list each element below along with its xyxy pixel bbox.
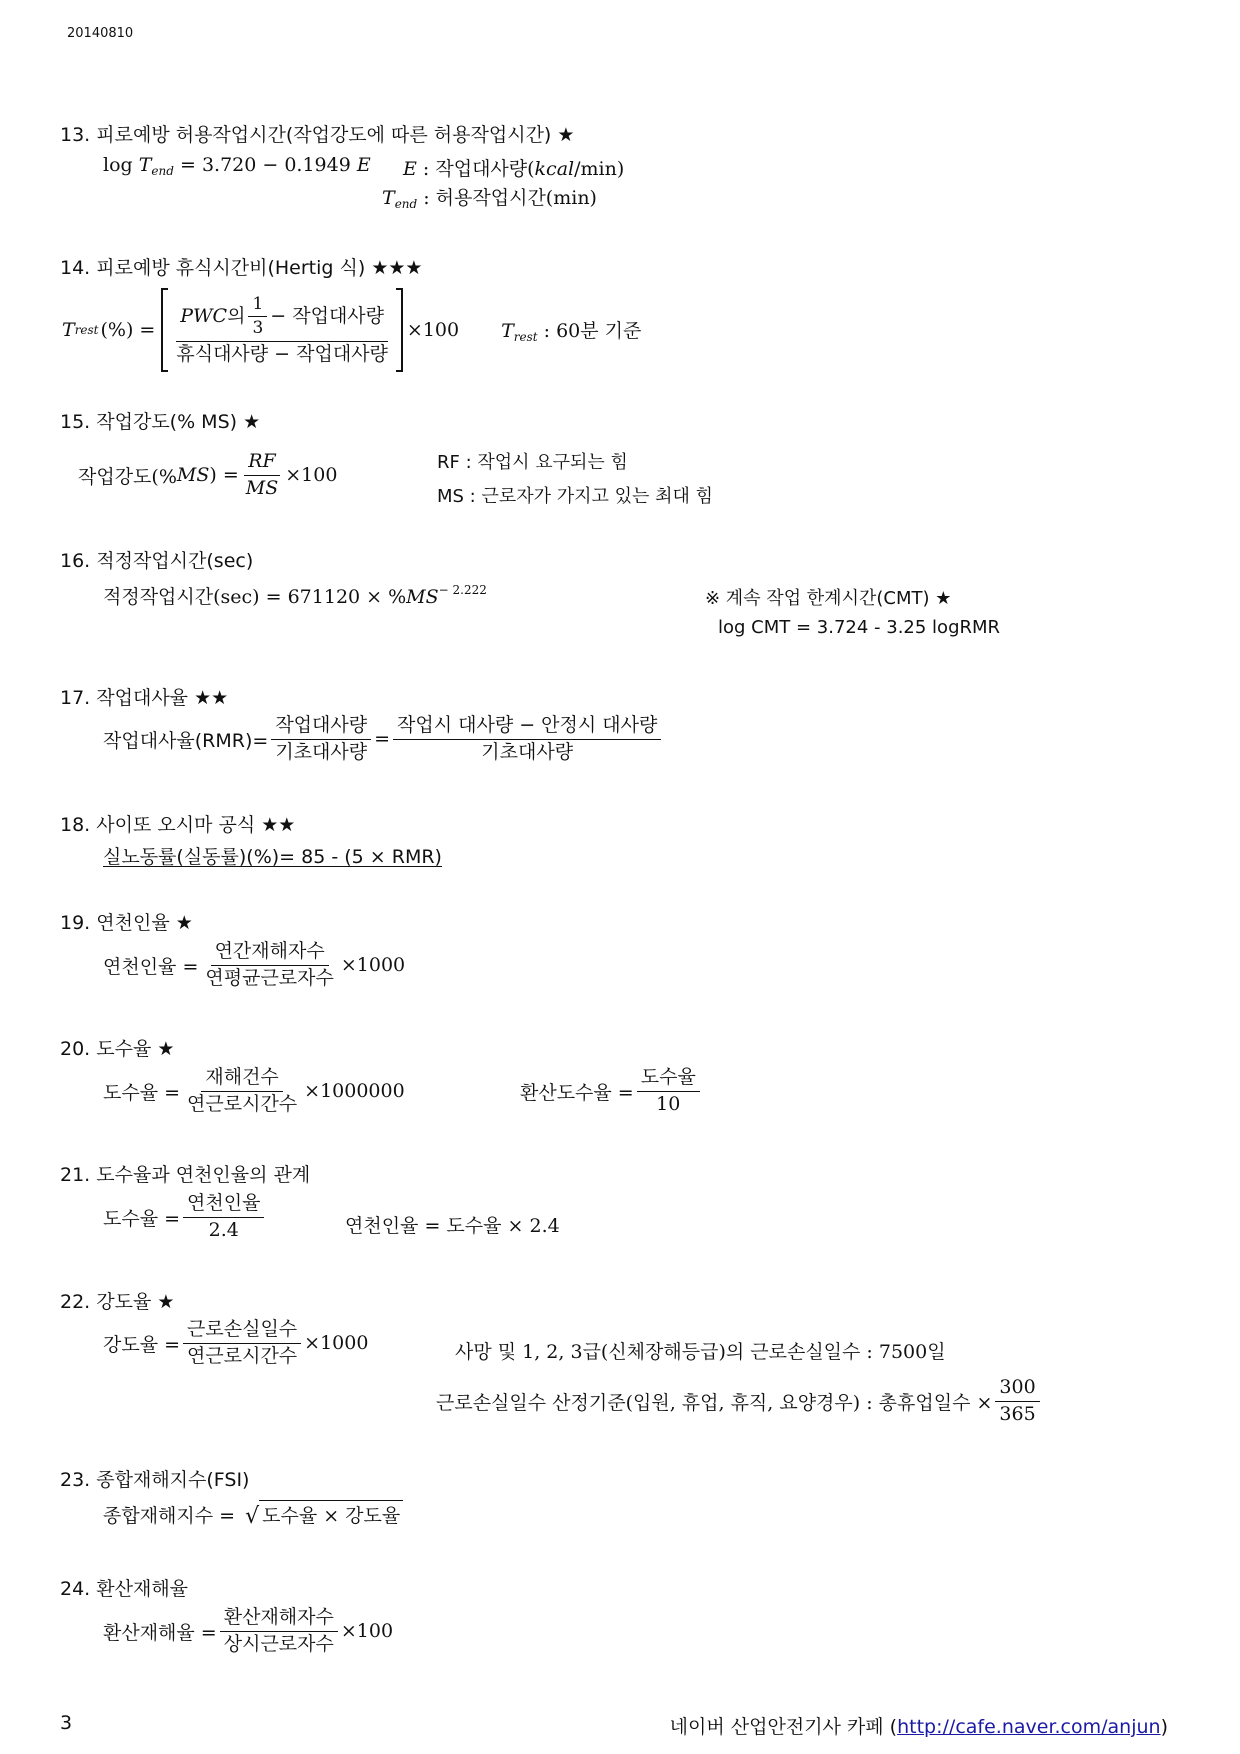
cmt-formula: log CMT = 3.724 - 3.25 logRMR <box>718 617 1001 638</box>
var-t-rest: T <box>62 319 75 342</box>
fraction <box>201 940 337 991</box>
section-22-note1: 사망 및 1, 2, 3급(신체장해등급)의 근로손실일수 : 7500일 <box>455 1341 946 1363</box>
section-19-formula <box>103 940 405 991</box>
section-18-title: 18. 사이또 오시마 공식 ★★ <box>60 814 296 836</box>
section-24-title: 24. 환산재해율 <box>60 1578 189 1600</box>
den: 2.4 <box>208 1218 239 1241</box>
section-15-formula <box>78 450 337 501</box>
formula-rhs: = 3.720 − 0.1949 <box>179 154 351 176</box>
rf-num: RF <box>244 450 280 476</box>
page-number: 3 <box>60 1712 73 1734</box>
def-text-tend: : 허용작업시간(min) <box>417 187 597 209</box>
log-label: log <box>103 154 133 176</box>
section-21-formula <box>103 1192 267 1243</box>
num: 환산재해자수 <box>220 1606 338 1632</box>
section-15-note-rf: RF : 작업시 요구되는 힘 <box>437 452 628 473</box>
section-13-def-tend <box>382 183 597 211</box>
var-t: T <box>138 154 152 176</box>
section-13-formula <box>103 154 371 178</box>
footer-credit <box>670 1712 1168 1739</box>
section-20-converted <box>520 1066 703 1117</box>
mult: ×100 <box>340 1620 394 1643</box>
num: 근로손실일수 <box>183 1318 301 1344</box>
den: 연평균근로자수 <box>205 966 334 989</box>
document-date: 20140810 <box>67 26 134 41</box>
lhs-ms: MS <box>176 464 210 487</box>
section-21-title: 21. 도수율과 연천인율의 관계 <box>60 1164 311 1186</box>
section-20-title: 20. 도수율 ★ <box>60 1038 175 1060</box>
radical-sign-icon: √ <box>245 1504 260 1529</box>
def-text-e: : 작업대사량( <box>416 158 535 180</box>
pwc-ui: 의 <box>227 304 246 327</box>
section-13-def-e <box>403 154 624 181</box>
hertig-den: 휴식대사량 − 작업대사량 <box>176 342 388 365</box>
footer-cafe-text: 네이버 산업안전기사 카페 ( <box>669 1716 898 1738</box>
section-23-title: 23. 종합재해지수(FSI) <box>60 1469 250 1491</box>
formula-text: 적정작업시간(sec) = 671120 × % <box>103 586 407 608</box>
rmr-f2-den: 기초대사량 <box>481 740 574 763</box>
rmr-f1-num: 작업대사량 <box>271 714 371 740</box>
lhs: 강도율 = <box>103 1333 181 1356</box>
cafe-link[interactable]: http://cafe.naver.com/anjun <box>897 1716 1161 1738</box>
mult-100: ×100 <box>285 464 338 487</box>
pwc-label: PWC <box>180 304 228 327</box>
rmr-fraction-1 <box>271 714 371 765</box>
mult: ×1000000 <box>304 1080 405 1103</box>
section-18-formula: 실노동률(실동률)(%)= 85 - (5 × RMR) <box>103 846 442 868</box>
rmr-lhs: 작업대사율(RMR)= <box>103 729 269 752</box>
mult-100: ×100 <box>406 319 460 342</box>
subscript-rest: rest <box>74 323 99 338</box>
rf-ms-fraction <box>242 450 282 501</box>
section-22-formula <box>103 1318 368 1369</box>
section-20-formula <box>103 1066 405 1117</box>
fraction <box>183 1066 301 1117</box>
formula-exponent: − 2.222 <box>438 583 487 597</box>
section-21-formula2: 연천인율 = 도수율 × 2.4 <box>345 1215 560 1237</box>
den: 연근로시간수 <box>187 1344 298 1367</box>
lhs: 도수율 = <box>103 1081 181 1104</box>
num: 연간재해자수 <box>211 940 329 966</box>
one-third-num: 1 <box>248 294 267 317</box>
section-14-note <box>501 316 641 344</box>
note2-fraction <box>995 1376 1039 1427</box>
section-14-title: 14. 피로예방 휴식시간비(Hertig 식) ★★★ <box>60 257 423 279</box>
lhs: 연천인율 = <box>103 955 199 978</box>
def-subscript-end: end <box>394 197 418 211</box>
footer-close-paren: ) <box>1160 1716 1168 1738</box>
radicand: 도수율 × 강도율 <box>259 1500 403 1528</box>
note-subscript-rest: rest <box>513 330 538 345</box>
var-e: E <box>356 154 371 176</box>
section-22-note2 <box>436 1376 1043 1427</box>
section-15-note-ms: MS : 근로자가 가지고 있는 최대 힘 <box>437 486 714 507</box>
section-16-formula <box>103 582 487 609</box>
def-unit-tail: /min) <box>574 158 625 180</box>
ms-den: MS <box>245 476 279 499</box>
num2: 도수율 <box>637 1066 700 1092</box>
def-var-e: E <box>403 158 417 180</box>
fraction <box>220 1606 338 1657</box>
rmr-fraction-2 <box>393 714 661 765</box>
section-13-title: 13. 피로예방 허용작업시간(작업강도에 따른 허용작업시간) ★ <box>60 124 575 146</box>
rmr-eq: = <box>374 728 391 751</box>
bracket-group <box>161 288 403 372</box>
den: 상시근로자수 <box>223 1632 334 1655</box>
mult: ×1000 <box>304 1332 369 1355</box>
subscript-end: end <box>151 164 174 178</box>
one-third-den: 3 <box>252 318 264 339</box>
lhs-tail: (%) = <box>100 319 156 342</box>
fraction <box>183 1192 264 1243</box>
section-14-formula <box>62 288 641 372</box>
formula-ms: MS <box>406 586 439 608</box>
square-root <box>245 1500 403 1528</box>
note2-num: 300 <box>995 1376 1039 1402</box>
section-15-title: 15. 작업강도(% MS) ★ <box>60 411 261 433</box>
note2-text: 근로손실일수 산정기준(입원, 휴업, 휴직, 요양경우) : 총휴업일수 × <box>436 1391 993 1414</box>
fraction <box>183 1318 301 1369</box>
rmr-f2-num: 작업시 대사량 − 안정시 대사량 <box>393 714 661 740</box>
section-17-title: 17. 작업대사율 ★★ <box>60 687 229 709</box>
lhs-b: ) = <box>209 464 239 487</box>
section-23-formula <box>103 1500 403 1528</box>
section-22-title: 22. 강도율 ★ <box>60 1291 175 1313</box>
def-unit-kcal: kcal <box>534 158 575 180</box>
section-17-formula <box>103 714 664 765</box>
cmt-title: ※ 계속 작업 한계시간(CMT) ★ <box>705 588 952 609</box>
fraction2 <box>637 1066 700 1117</box>
lhs2: 환산도수율 = <box>520 1081 634 1104</box>
note-var-t: T <box>501 320 514 343</box>
one-third-fraction <box>248 294 267 340</box>
mult: ×1000 <box>340 954 406 977</box>
section-19-title: 19. 연천인율 ★ <box>60 912 193 934</box>
def-var-t: T <box>382 187 395 209</box>
lhs: 환산재해율 = <box>103 1621 217 1644</box>
section-24-formula <box>103 1606 393 1657</box>
num: 재해건수 <box>201 1066 282 1092</box>
num: 연천인율 <box>183 1192 264 1218</box>
section-16-title: 16. 적정작업시간(sec) <box>60 550 254 572</box>
den2: 10 <box>656 1092 681 1115</box>
rmr-f1-den: 기초대사량 <box>275 740 368 763</box>
lhs-a: 작업강도(% <box>78 465 177 488</box>
note-text: : 60분 기준 <box>537 320 642 343</box>
den: 연근로시간수 <box>187 1092 298 1115</box>
lhs: 종합재해지수 = <box>103 1504 236 1527</box>
lhs: 도수율 = <box>103 1207 181 1230</box>
note2-den: 365 <box>999 1402 1036 1425</box>
num-tail: − 작업대사량 <box>270 304 385 327</box>
hertig-fraction <box>172 294 392 366</box>
